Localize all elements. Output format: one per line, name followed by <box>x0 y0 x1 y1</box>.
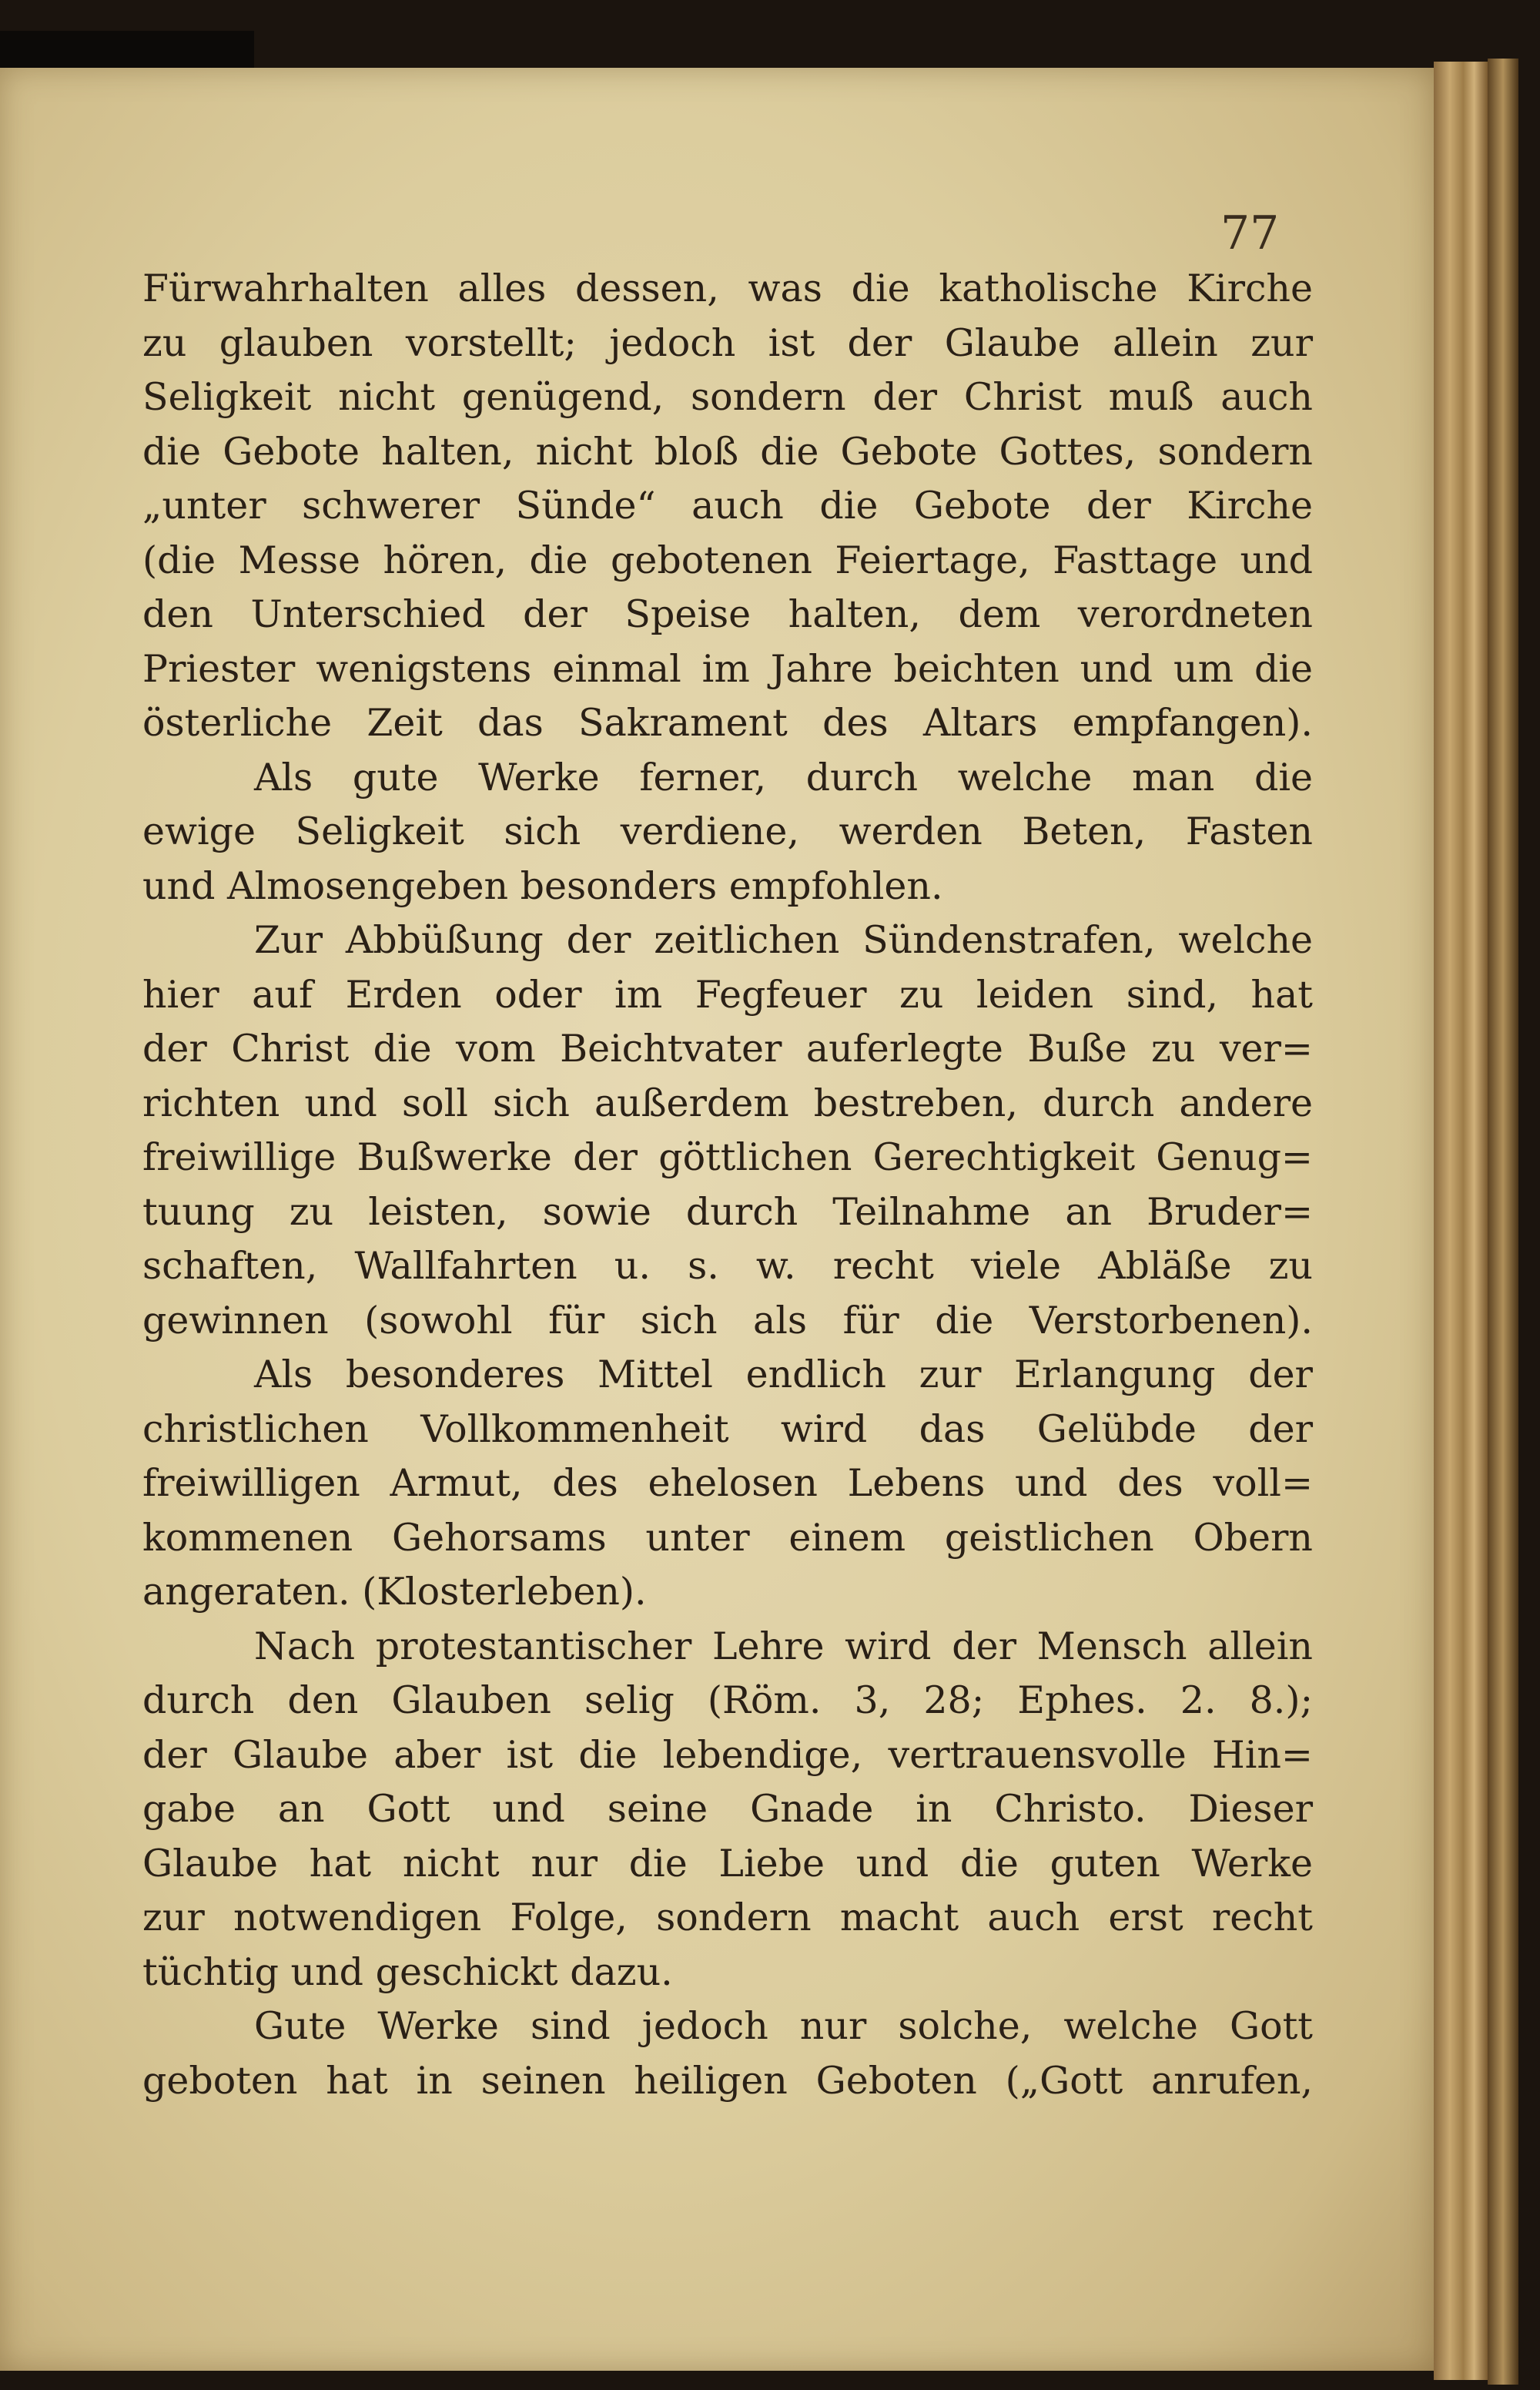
text-line: ewige Seligkeit sich verdiene, werden Beten, Fasten <box>142 810 1313 853</box>
text-line: der Glaube aber ist die lebendige, vertrauensvolle Hin= <box>142 1732 1313 1777</box>
paragraph-6 <box>142 1999 1313 2108</box>
text-line: Als gute Werke ferner, durch welche man die <box>254 755 1313 799</box>
paragraph-2 <box>142 751 1313 914</box>
text-line: Seligkeit nicht genügend, sondern der Christ muß auch <box>142 375 1313 419</box>
text-line: österliche Zeit das Sakrament des Altars empfangen). <box>142 701 1313 745</box>
text-line: den Unterschied der Speise halten, dem verordneten <box>142 592 1313 636</box>
text-line: schaften, Wallfahrten u. s. w. recht viele Abläße zu <box>142 1244 1313 1288</box>
text-line: tüchtig und geschickt dazu. <box>142 1949 673 1994</box>
text-line: und Almosengeben besonders empfohlen. <box>142 863 943 908</box>
text-line: Gute Werke sind jedoch nur solche, welche Gott <box>254 2004 1313 2048</box>
text-line: kommenen Gehorsams unter einem geistlichen Obern <box>142 1515 1313 1560</box>
text-line: zu glauben vorstellt; jedoch ist der Glaube allein zur <box>142 320 1313 365</box>
text-line: christlichen Vollkommenheit wird das Gelübde der <box>142 1406 1313 1451</box>
paragraph-4 <box>142 1348 1313 1620</box>
text-line: geboten hat in seinen heiligen Geboten („Gott anrufen, <box>142 2058 1313 2103</box>
paragraph-3 <box>142 913 1313 1348</box>
dark-book-spine-strip <box>0 31 254 69</box>
paragraph-1 <box>142 262 1313 751</box>
text-line: gewinnen (sowohl für sich als für die Verstorbenen). <box>142 1298 1313 1342</box>
book-cover-edge <box>1488 59 1518 2385</box>
text-line: tuung zu leisten, sowie durch Teilnahme an Bruder= <box>142 1189 1313 1234</box>
text-line: durch den Glauben selig (Röm. 3, 28; Ephes. 2. 8.); <box>142 1678 1313 1722</box>
text-line: Fürwahrhalten alles dessen, was die katholische Kirche <box>142 266 1313 310</box>
text-line: der Christ die vom Beichtvater auferlegte Buße zu ver= <box>142 1027 1313 1071</box>
text-line: Glaube hat nicht nur die Liebe und die guten Werke <box>142 1841 1313 1886</box>
paragraph-5 <box>142 1620 1313 2000</box>
text-line: Nach protestantischer Lehre wird der Mensch allein <box>254 1624 1313 1668</box>
text-line: Zur Abbüßung der zeitlichen Sündenstrafen, welche <box>254 918 1313 962</box>
text-line: (die Messe hören, die gebotenen Feiertage, Fasttage und <box>142 538 1313 582</box>
text-line: zur notwendigen Folge, sondern macht auch erst recht <box>142 1896 1313 1939</box>
text-line: Als besonderes Mittel endlich zur Erlangung der <box>254 1353 1313 1396</box>
page-stack-edge <box>1434 62 1488 2380</box>
text-line: die Gebote halten, nicht bloß die Gebote Gottes, sondern <box>142 429 1313 474</box>
text-line: richten und soll sich außerdem bestreben, durch andere <box>142 1081 1313 1125</box>
text-line: freiwilligen Armut, des ehelosen Lebens und des voll= <box>142 1461 1313 1505</box>
page-number: 77 <box>1220 206 1280 260</box>
text-line: freiwillige Bußwerke der göttlichen Gerechtigkeit Genug= <box>142 1135 1313 1179</box>
body-text <box>142 262 1313 2108</box>
text-line: gabe an Gott und seine Gnade in Christo. Dieser <box>142 1787 1313 1831</box>
text-line: Priester wenigstens einmal im Jahre beichten und um die <box>142 646 1313 691</box>
text-line: hier auf Erden oder im Fegfeuer zu leiden sind, hat <box>142 972 1313 1017</box>
text-line: „unter schwerer Sünde“ auch die Gebote der Kirche <box>142 484 1313 528</box>
text-line: angeraten. (Klosterleben). <box>142 1570 647 1614</box>
